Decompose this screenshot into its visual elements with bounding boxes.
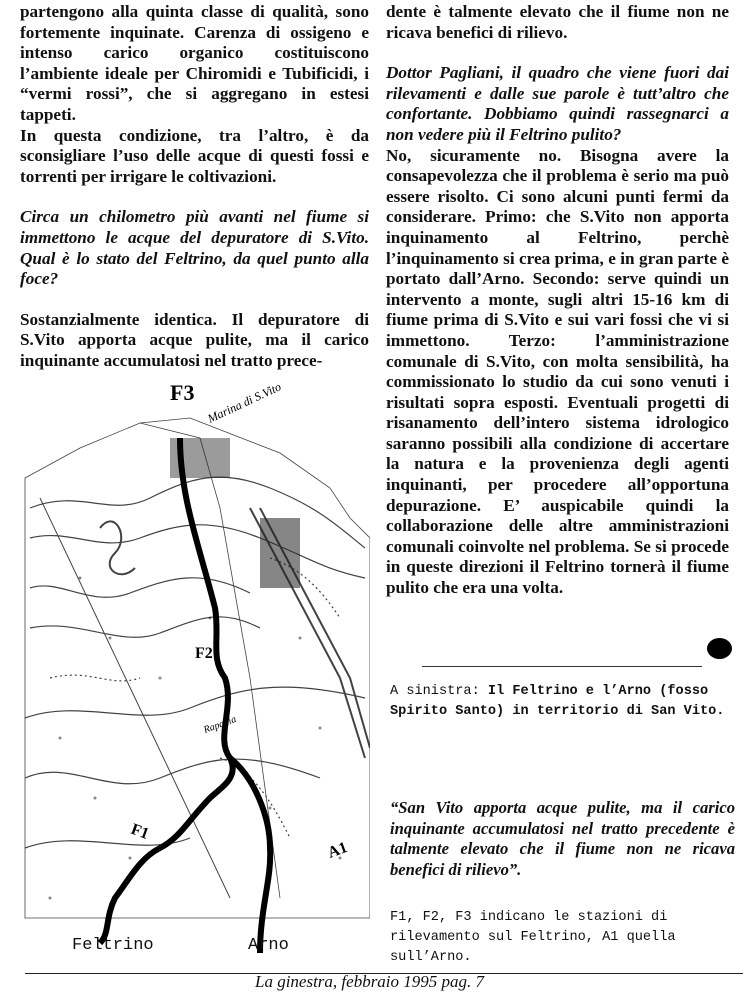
body-paragraph: partengono alla quinta classe di qualità, sono fortemente inquinate. Carenza di ossigeno e intenso carico organico costituiscono l’ambiente ideale per Chiromidi e Tubificidi, i “vermi rossi”, che si aggregano in estesi tappeti. <box>20 2 369 124</box>
station-label-f1: F1 <box>128 820 152 843</box>
end-of-article-bullet <box>707 638 732 659</box>
interview-question: Circa un chilometro più avanti nel fiume si immettono le acque del depuratore di S.Vito. Qual è lo stato del Feltrino, da quel punto alla foce? <box>20 207 369 289</box>
arno-river <box>230 758 270 953</box>
stations-caption: F1, F2, F3 indicano le stazioni di rilevamento sul Feltrino, A1 quella sull’Arno. <box>390 910 676 965</box>
interview-question: Dottor Pagliani, il quadro che viene fuori dai rilevamenti e dalle sue parole è tutt’altro che confortante. Dobbiamo quindi rassegnarci a non vedere più il Feltrino pulito? <box>386 63 729 144</box>
page-footer: La ginestra, febbraio 1995 pag. 7 <box>255 972 485 991</box>
place-label-marina: Marina di S.Vito <box>205 379 284 426</box>
body-paragraph: Sostanzialmente identica. Il depuratore di S.Vito apporta acque pulite, ma il carico inquinante accumulatosi nel tratto prece- <box>20 309 369 370</box>
map-image <box>20 378 370 963</box>
body-paragraph: No, sicuramente no. Bisogna avere la consapevolezza che il problema è serio ma può essere risolto. Ci sono alcuni punti fermi da considerare. Primo: che S.Vito non apporta inquinamento al Feltrino, perchè l’inquinamento si crea prima, e in gran parte è portato dall’Arno. Secondo: serve quindi un intervento a monte, sugli altri 15-16 km di fiume prima di S.Vito e sui vari fossi che vi si immettono. Terzo: l’amministrazione comunale di S.Vito, con molta sensibilità, ha commissionato lo studio da cui sono venuti i risultati sopra esposti. Eventuali progetti di risanamento dell’intero sistema idrologico saranno possibili alla condizione di accertare la natura e la provenienza degli agenti inquinanti, per procedere all’opportuna depurazione. E’ auspicabile quindi la collaborazione delle altre amministrazioni comunali coinvolte nel problema. Se si procede in queste direzioni il Feltrino tornerà il fiume pulito che era una volta. <box>386 145 729 598</box>
station-label-f2: F2 <box>195 645 213 662</box>
map-drawing <box>20 378 370 963</box>
caption-text: Il Feltrino e l’Arno (fosso Spirito Santo) in territorio di San Vito. <box>390 684 725 719</box>
body-paragraph: dente è talmente elevato che il fiume non ne ricava benefici di rilievo. <box>386 2 729 42</box>
station-label-f3: F3 <box>170 380 195 405</box>
caption-divider <box>422 666 702 667</box>
pull-quote: “San Vito apporta acque pulite, ma il carico inquinante accumulatosi nel tratto precedente è talmente elevato che il fiume non ne ricava benefici di rilievo”. <box>390 798 735 879</box>
left-column <box>20 2 369 372</box>
river-label-feltrino: Feltrino <box>72 936 154 955</box>
right-column <box>386 2 729 599</box>
caption-prefix: A sinistra: <box>390 684 488 699</box>
body-paragraph: In questa condizione, tra l’altro, è da sconsigliare l’uso delle acque di questi fossi e torrenti per irrigare le coltivazioni. <box>20 125 369 186</box>
map-caption <box>390 682 735 722</box>
place-label-rapania: Rapanìa <box>202 713 238 736</box>
station-label-a1: A1 <box>325 839 350 862</box>
feltrino-river <box>100 438 233 943</box>
river-label-arno: Arno <box>248 936 289 955</box>
